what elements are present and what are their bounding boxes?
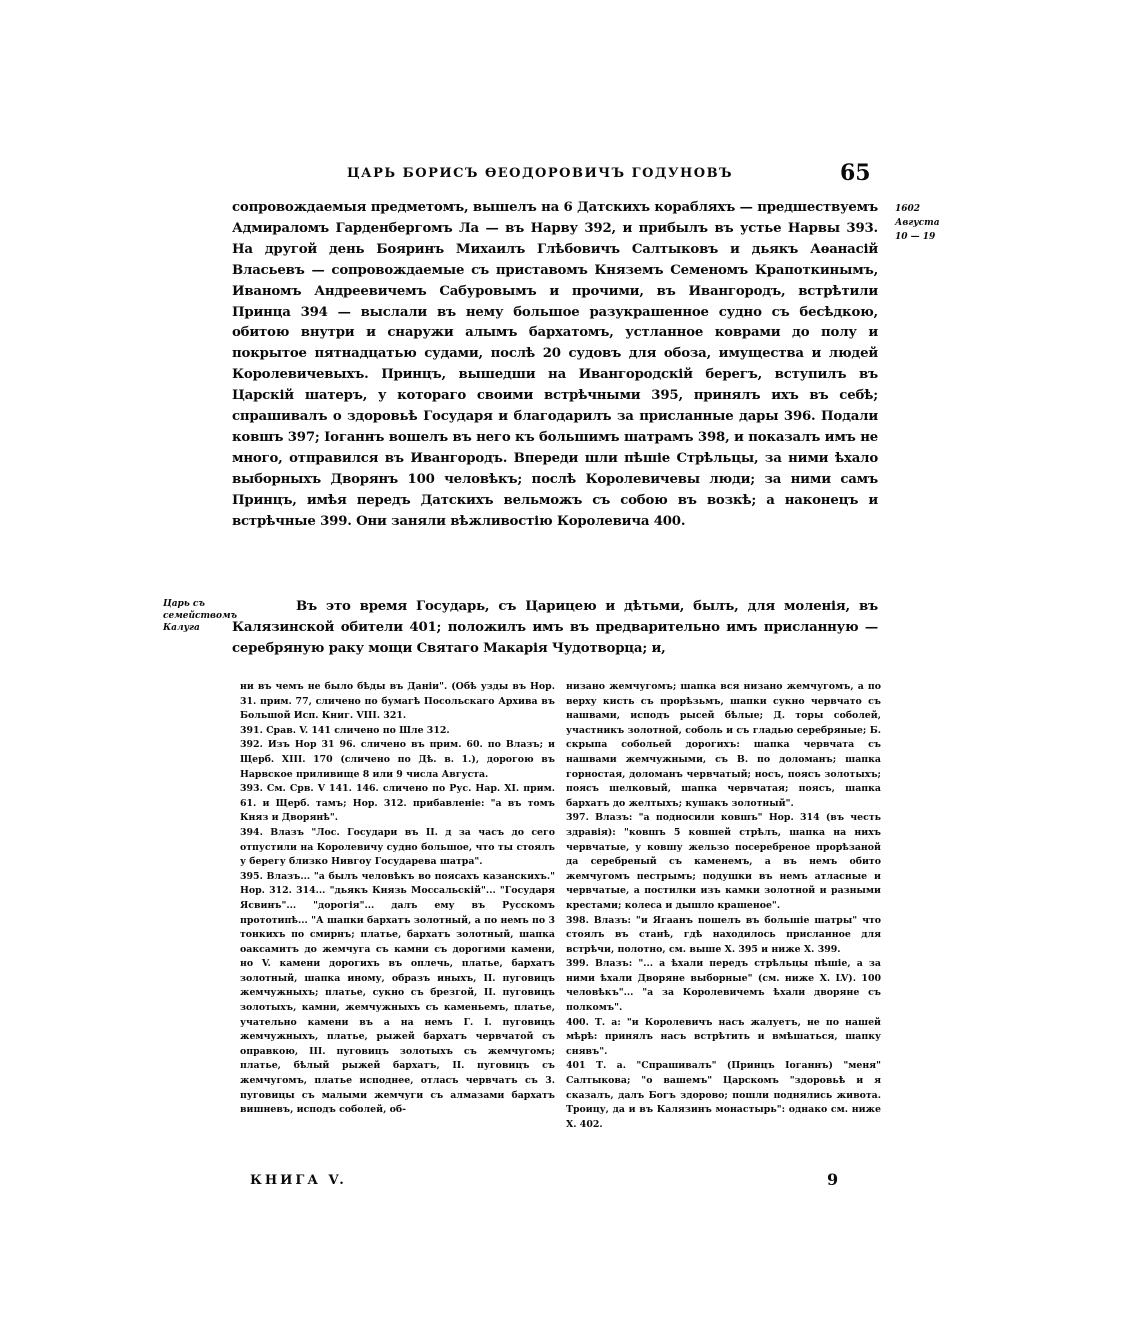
margin-note-left-line-3: Калуга [163, 623, 200, 633]
footnote: 398. Влазъ: "и Ягаанъ пошелъ въ большіе шатры" что стоялъ въ станѣ, гдѣ находилось присланное для встрѣчи, полотно, см. выше X. 395 и ниже X. 399. [566, 914, 881, 955]
footnote: 394. Влазъ "Лос. Государи въ II. д за часъ до сего отпустили на Королевичу судно большое, что ты стоялъ у берегу близко Нивгоу Государева шатра". [240, 826, 555, 868]
footnote: 392. Изъ Нор 31 96. сличено въ прим. 60. по Влазъ; и Щерб. XIII. 170 (сличено по Дѣ. в. 1.), дорогою въ Нарвское приливище 8 или 9 числа Августа. [240, 739, 555, 780]
printer-signature: КНИГА V. [250, 1173, 347, 1188]
footnote: 395. Влазъ... "а былъ человѣкъ во поясахъ казанскихъ." Нор. 312. 314... "дьякъ Князь Моссальскій"... "Государя Ясвинъ"... "дорогія"... далъ ему въ Русскомъ прототипѣ... "А шапки бархатъ золотный, а по немъ по 3 тонкихъ по смирнъ; платье, бархатъ золотный, шапка оаксамитъ до жемчуга съ камни съ дорогими камени, но V. камени дорогихъ въ оплечь, платье, бархатъ золотный, шапка иному, образъ иныхъ, II. пуговицъ жемчужныхъ; платье, сукно съ брезгой, II. пуговицъ золотыхъ, камни, жемчужныхъ съ каменьемъ, платье, учательно камени въ а на немъ Г. I. пуговицъ жемчужныхъ, платье, рыжей бархатъ червчатой съ оправкою, III. пуговицъ золотыхъ съ жемчугомъ; платье, бѣлый рыжей бархатъ, II. пуговицъ съ жемчугомъ, платье исподнее, отласъ червчатъ съ 3. пуговицы съ малыми жемчуги съ алмазами бархатъ вишневъ, исподъ соболей, об- [240, 870, 555, 1116]
footnote: ни въ чемъ не было бѣды въ Даніи". (Обѣ узды въ Нор. 31. прим. 77, сличено по бумагѣ Посольскаго Архива въ Большой Исп. Книг. VIII. 321. [240, 681, 555, 722]
page-number: 65 [840, 160, 871, 186]
margin-note-right [895, 202, 965, 244]
margin-note-left-line-2: семействомъ [163, 611, 238, 621]
sheet-number: 9 [827, 1170, 839, 1189]
main-paragraph [232, 198, 878, 533]
footnote: 399. Влазъ: "... а ѣхали передъ стрѣльцы пѣшіе, а за ними ѣхали Дворяне выборные" (см. ниже X. LV). 100 человѣкъ"... "а за Королевичемъ ѣхали дворяне съ полкомъ". [566, 958, 881, 1014]
footnote: 397. Влазъ: "а подносили ковшъ" Нор. 314 (въ честь здравія): "ковшъ 5 ковшей стрѣлъ, шапка на нихъ червчатые, у ковшу жельзо посеребреное прорѣзаной да серебреный съ каменемъ, а въ немъ обито жемчугомъ пестрымъ; подушки въ немъ атласные и червчатые, а постилки изъ камки золотной и разными крестами; колеса и дышло крашеное". [566, 812, 881, 911]
footnote: 401 Т. а. "Спрашивалъ" (Принцъ Іоганнъ) "меня" Салтыкова; "о вашемъ" Царскомъ "здоровьѣ и я сказалъ, далъ Богъ здорово; пошли поднялись живота. Троицу, да и въ Калязинъ монастырь": однако см. ниже X. 402. [566, 1060, 881, 1130]
footnotes-right-column [566, 680, 881, 1132]
footnotes-left-column [240, 680, 555, 1118]
margin-note-left [163, 598, 238, 634]
margin-note-month: Августа [895, 218, 940, 228]
footnote: низано жемчугомъ; шапка вся низано жемчугомъ, а по верху кисть съ прорѣзьмъ, шапки сукно червчато съ нашвами, исподъ рысей бѣлые; Д. торы соболей, участникъ золотной, соболь и съ гладью серебряные; Б. скрыпа собольей дорогихъ: шапка червчата съ нашвами жемчужными, съ В. по доломанъ; шапка горностая, доломанъ червчатый; носъ, поясъ золотыхъ; поясъ шелковый, шапка червчатая; поясъ, шапка бархатъ до желтыхъ; кушакъ золотный". [566, 681, 881, 809]
footnote: 393. См. Срв. V 141. 146. сличено по Рус. Нар. XI. прим. 61. и Щерб. тамъ; Нор. 312. прибавленіе: "а въ томъ Княз и Дворянѣ". [240, 783, 555, 824]
margin-note-days: 10 — 19 [895, 232, 936, 242]
running-title: ЦАРЬ БОРИСЪ ѲЕОДОРОВИЧЪ ГОДУНОВЪ [346, 166, 734, 181]
margin-note-year: 1602 [895, 204, 921, 214]
second-paragraph: Въ это время Государь, съ Царицею и дѣтьми, былъ, для моленія, въ Калязинской обители 401; положилъ имъ въ предварительно имъ присланную — серебряную раку мощи Святаго Макарія Чудотворца; и, [232, 599, 878, 656]
footnote: 400. Т. а: "и Королевичъ насъ жалуетъ, не по нашей мѣрѣ: принялъ насъ встрѣтить и вмѣшаться, шапку снявъ". [566, 1016, 881, 1057]
footnote: 391. Срав. V. 141 сличено по Шле 312. [240, 724, 450, 736]
margin-note-left-line-1: Царь съ [163, 599, 205, 609]
main-paragraph-text: сопровождаемыя предметомъ, вышелъ на 6 Датскихъ корабляхъ — предшествуемъ Адмираломъ Гарденбергомъ Ла — въ Нарву 392, и прибылъ въ устье Нарвы 393. На другой день Бояринъ Михаилъ Глѣбовичъ Салтыковъ и дьякъ Аѳанасій Власьевъ — сопровождаемые съ приставомъ Княземъ Семеномъ Крапоткинымъ, Иваномъ Андреевичемъ Сабуровымъ и прочими, въ Ивангородъ, встрѣтили Принца 394 — выслали въ нему большое разукрашенное судно съ бесѣдкою, обитою внутри и снаружи алымъ бархатомъ, устланное коврами до полу и покрытое пятнадцатью судами, послѣ 20 судовъ для обоза, имущества и людей Королевичевыхъ. Принцъ, вышедши на Ивангородскій берегъ, вступилъ въ Царскій шатеръ, у котораго своими встрѣчными 395, принялъ ихъ въ себѣ; спрашивалъ о здоровьѣ Государя и благодарилъ за присланные дары 396. Подали ковшъ 397; Іоганнъ вошелъ въ него къ большимъ шатрамъ 398, и показалъ имъ не много, отправился въ Ивангородъ. Впереди шли пѣшіе Стрѣльцы, за ними ѣхало выборныхъ Дворянъ 100 человѣкъ; послѣ Королевичевы люди; за ними самъ Принцъ, имѣя передъ Датскихъ вельможъ съ собою въ возкѣ; а наконецъ и встрѣчные 399. Они заняли вѣжливостію Королевича 400. [232, 200, 878, 529]
